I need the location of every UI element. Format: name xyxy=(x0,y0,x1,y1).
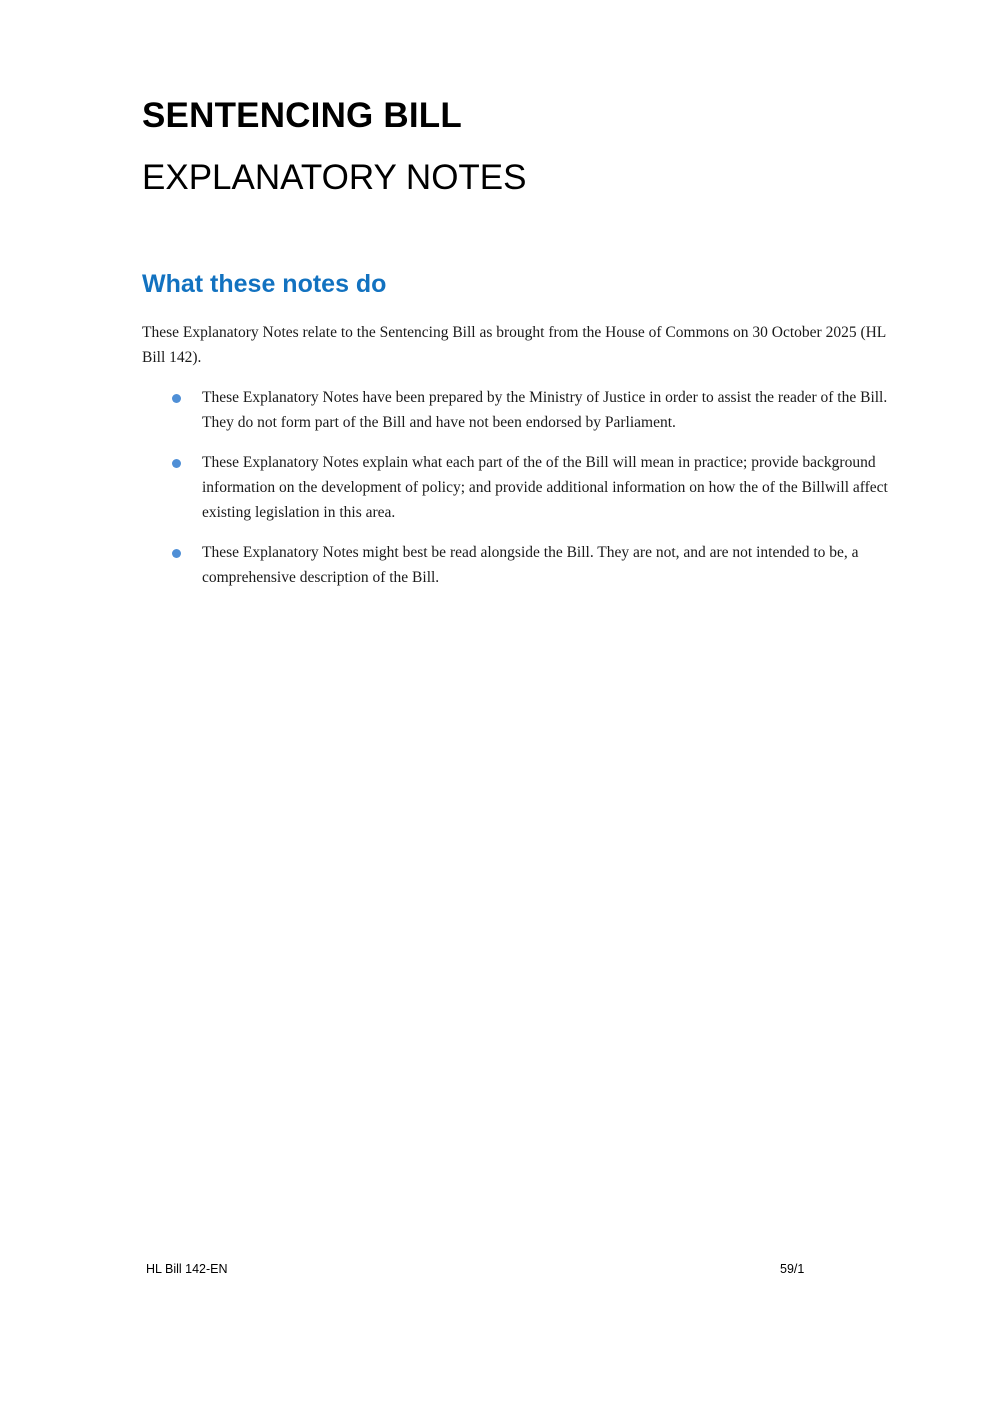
bullet-dot-icon xyxy=(172,394,181,403)
bullet-list xyxy=(142,385,912,605)
bullet-dot-icon xyxy=(172,549,181,558)
bullet-dot-icon xyxy=(172,459,181,468)
list-item xyxy=(142,540,912,590)
list-item xyxy=(142,385,912,435)
section-heading: What these notes do xyxy=(142,270,387,298)
intro-paragraph: These Explanatory Notes relate to the Sentencing Bill as brought from the House of Commons on 30 October 2025 (HL Bill 142). xyxy=(142,324,886,366)
footer-session-number: 59/1 xyxy=(780,1262,805,1276)
bullet-text: These Explanatory Notes might best be read alongside the Bill. They are not, and are not intended to be, a comprehensive description of the Bill. xyxy=(202,544,859,586)
document-subtitle: EXPLANATORY NOTES xyxy=(142,158,527,197)
list-item xyxy=(142,450,912,525)
bullet-text: These Explanatory Notes explain what each part of the of the Bill will mean in practice; provide background information on the development of policy; and provide additional information on how the of the Billwill affect existing legislation in this area. xyxy=(202,454,888,521)
footer-bill-reference: HL Bill 142-EN xyxy=(146,1262,228,1276)
bill-title: SENTENCING BILL xyxy=(142,96,462,135)
bullet-text: These Explanatory Notes have been prepared by the Ministry of Justice in order to assist the reader of the Bill. They do not form part of the Bill and have not been endorsed by Parliament. xyxy=(202,389,888,431)
